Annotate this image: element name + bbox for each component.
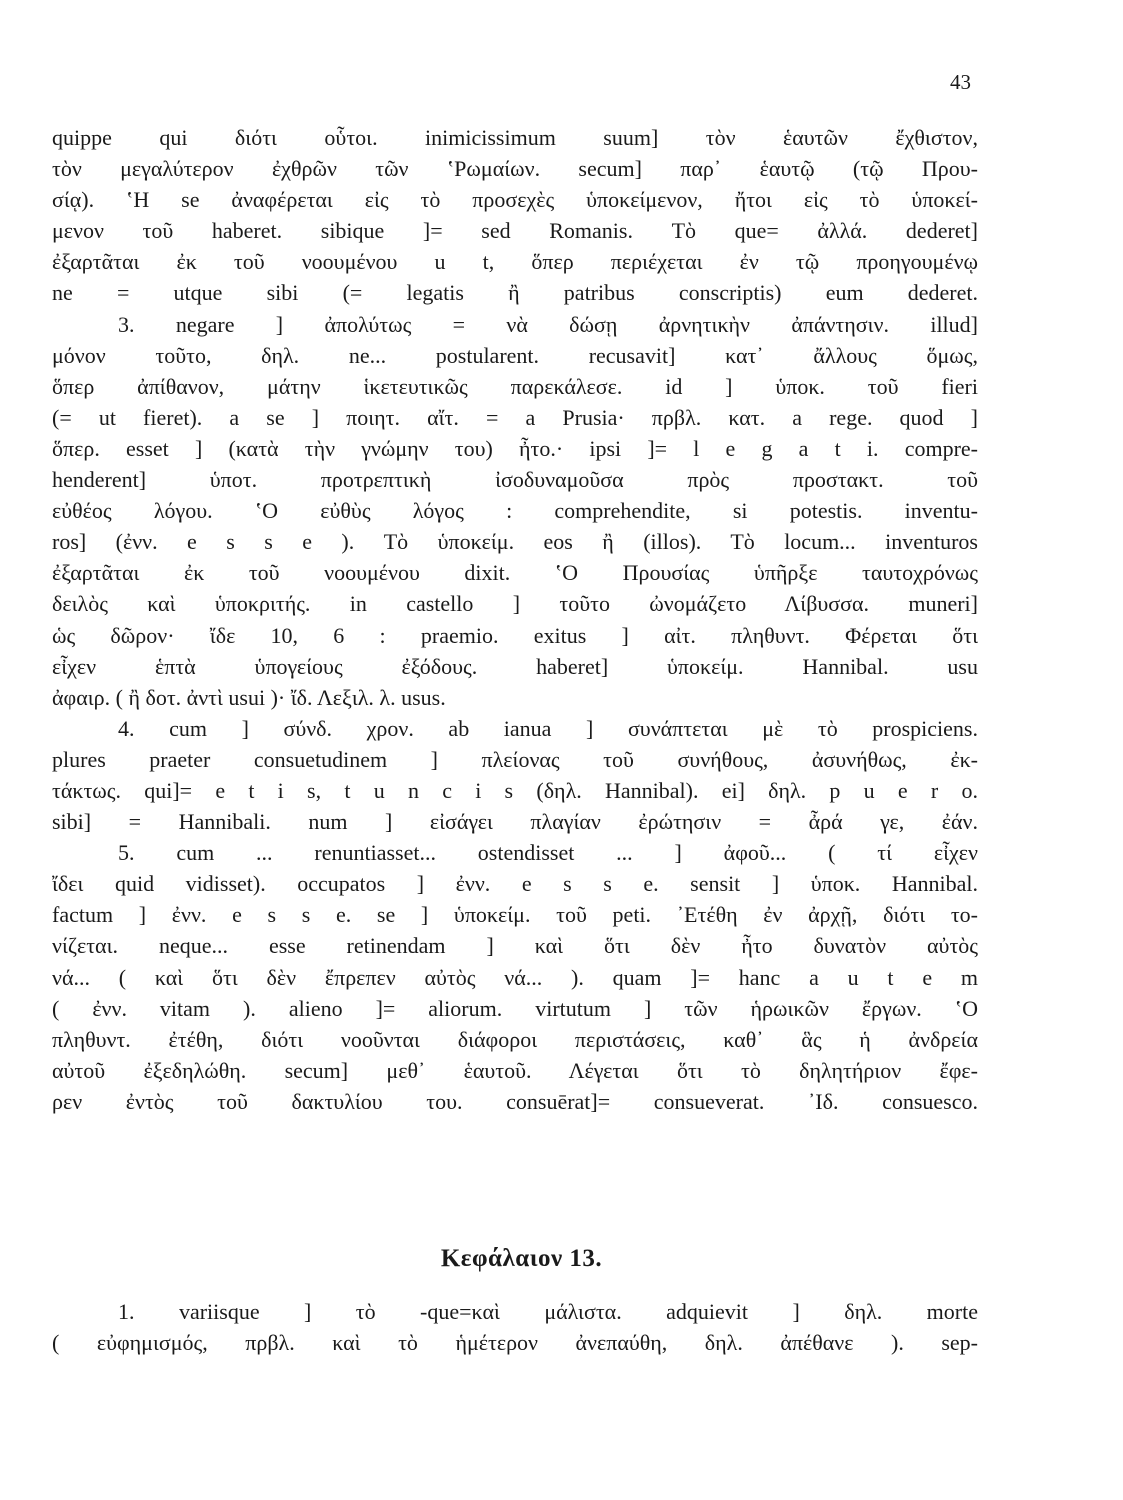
text-line: ἀφαιρ. ( ἢ δοτ. ἀντὶ usui )· ἴδ. Λεξιλ. λ. usus.	[52, 684, 446, 710]
text-line: ρεν ἐντὸς τοῦ δακτυλίου του. consuērat]= consueverat. ᾿Ιδ. consuesco.	[52, 1088, 978, 1114]
text-line: ( εὐφημισμός, πρβλ. καὶ τὸ ἡμέτερον ἀνεπαύθη, δηλ. ἀπέθανε ). sep-	[52, 1330, 978, 1356]
text-line: νίζεται. neque... esse retinendam ] καὶ ὅτι δὲν ἦτο δυνατὸν αὐτὸς	[52, 933, 978, 959]
chapter-body	[52, 1296, 978, 1358]
text-line: ἐξαρτᾶται ἐκ τοῦ νοουμένου u t, ὅπερ περιέχεται ἐν τῷ προηγουμένῳ	[52, 249, 978, 275]
text-line: εἶχεν ἑπτὰ ὑπογείους ἐξόδους. haberet] ὑποκείμ. Hannibal. usu	[52, 653, 978, 679]
text-line: μόνον τοῦτο, δηλ. ne... postularent. recusavit] κατ᾽ ἄλλους ὅμως,	[52, 342, 978, 368]
text-line: εὐθέος λόγου. ʽΟ εὐθὺς λόγος : comprehendite, si potestis. inventu-	[52, 498, 978, 524]
commentary-body	[52, 122, 978, 1117]
text-line: factum ] ἐνν. e s s e. se ] ὑποκείμ. τοῦ peti. ᾿Ετέθη ἐν ἀρχῇ, διότι το-	[52, 902, 978, 928]
text-line: 1. variisque ] τὸ -que=καὶ μάλιστα. adquievit ] δηλ. morte	[118, 1299, 978, 1324]
chapter-heading	[0, 1245, 1123, 1273]
text-line: 4. cum ] σύνδ. χρον. ab ianua ] συνάπτεται μὲ τὸ prospiciens.	[118, 715, 978, 741]
text-line: quippe qui διότι οὗτοι. inimicissimum suum] τὸν ἑαυτῶν ἔχθιστον,	[52, 125, 978, 150]
text-line: henderent] ὑποτ. προτρεπτικὴ ἰσοδυναμοῦσα πρὸς προστακτ. τοῦ	[52, 467, 978, 493]
text-line: σίᾳ). ʽΗ se ἀναφέρεται εἰς τὸ προσεχὲς ὑποκείμενον, ἤτοι εἰς τὸ ὑποκεί-	[52, 187, 978, 213]
text-line: ne = utque sibi (= legatis ἢ patribus conscriptis) eum dederet.	[52, 280, 978, 306]
page-number: 43	[950, 70, 971, 94]
text-line: (= ut fieret). a se ] ποιητ. αἴτ. = a Prusia· πρβλ. κατ. a rege. quod ]	[52, 404, 978, 430]
text-line: plures praeter consuetudinem ] πλείονας τοῦ συνήθους, ἀσυνήθως, ἐκ-	[52, 746, 978, 772]
text-line: τάκτως. qui]= e t i s, t u n c i s (δηλ. Hannibal). ei] δηλ. p u e r o.	[52, 777, 978, 803]
text-line: ros] (ἐνν. e s s e ). Τὸ ὑποκείμ. eos ἢ (illos). Τὸ locum... inventuros	[52, 529, 978, 555]
text-line: ὅπερ ἀπίθανον, μάτην ἱκετευτικῶς παρεκάλεσε. id ] ὑποκ. τοῦ fieri	[52, 373, 978, 399]
text-line: ὡς δῶρον· ἴδε 10, 6 : praemio. exitus ] αἰτ. πληθυντ. Φέρεται ὅτι	[52, 622, 978, 648]
text-line: πληθυντ. ἐτέθη, διότι νοοῦνται διάφοροι περιστάσεις, καθ᾽ ἃς ἡ ἀνδρεία	[52, 1026, 978, 1052]
text-line: τὸν μεγαλύτερον ἐχθρῶν τῶν ʽΡωμαίων. secum] παρ᾽ ἑαυτῷ (τῷ Πρου-	[52, 156, 978, 182]
text-line: αὐτοῦ ἐξεδηλώθη. secum] μεθ᾽ ἑαυτοῦ. Λέγεται ὅτι τὸ δηλητήριον ἔφε-	[52, 1057, 978, 1083]
text-line: νά... ( καὶ ὅτι δὲν ἔπρεπεν αὐτὸς νά... ). quam ]= hanc a u t e m	[52, 964, 978, 990]
text-line: sibi] = Hannibali. num ] εἰσάγει πλαγίαν ἐρώτησιν = ἆρά γε, ἐάν.	[52, 809, 978, 835]
text-line: μενον τοῦ haberet. sibique ]= sed Romanis. Τὸ que= ἀλλά. dederet]	[52, 218, 978, 244]
text-line: ( ἐνν. vitam ). alieno ]= aliorum. virtutum ] τῶν ἡρωικῶν ἔργων. ʽΟ	[52, 995, 978, 1021]
text-line: ἴδει quid vidisset). occupatos ] ἐνν. e s s e. sensit ] ὑποκ. Hannibal.	[52, 871, 978, 897]
text-line: ἐξαρτᾶται ἐκ τοῦ νοουμένου dixit. ʽΟ Προυσίας ὑπῆρξε ταυτοχρόνως	[52, 560, 978, 586]
text-line: δειλὸς καὶ ὑποκριτής. in castello ] τοῦτο ὠνομάζετο Λίβυσσα. muneri]	[52, 591, 978, 617]
text-line: ὅπερ. esset ] (κατὰ τὴν γνώμην του) ἦτο.· ipsi ]= l e g a t i. compre-	[52, 435, 978, 461]
chapter-heading-text: Κεφάλαιον 13.	[440, 1245, 603, 1272]
text-line: 3. negare ] ἀπολύτως = νὰ δώσῃ ἀρνητικὴν ἀπάντησιν. illud]	[118, 311, 978, 337]
text-line: 5. cum ... renuntiasset... ostendisset ... ] ἀφοῦ... ( τί εἶχεν	[118, 840, 978, 866]
